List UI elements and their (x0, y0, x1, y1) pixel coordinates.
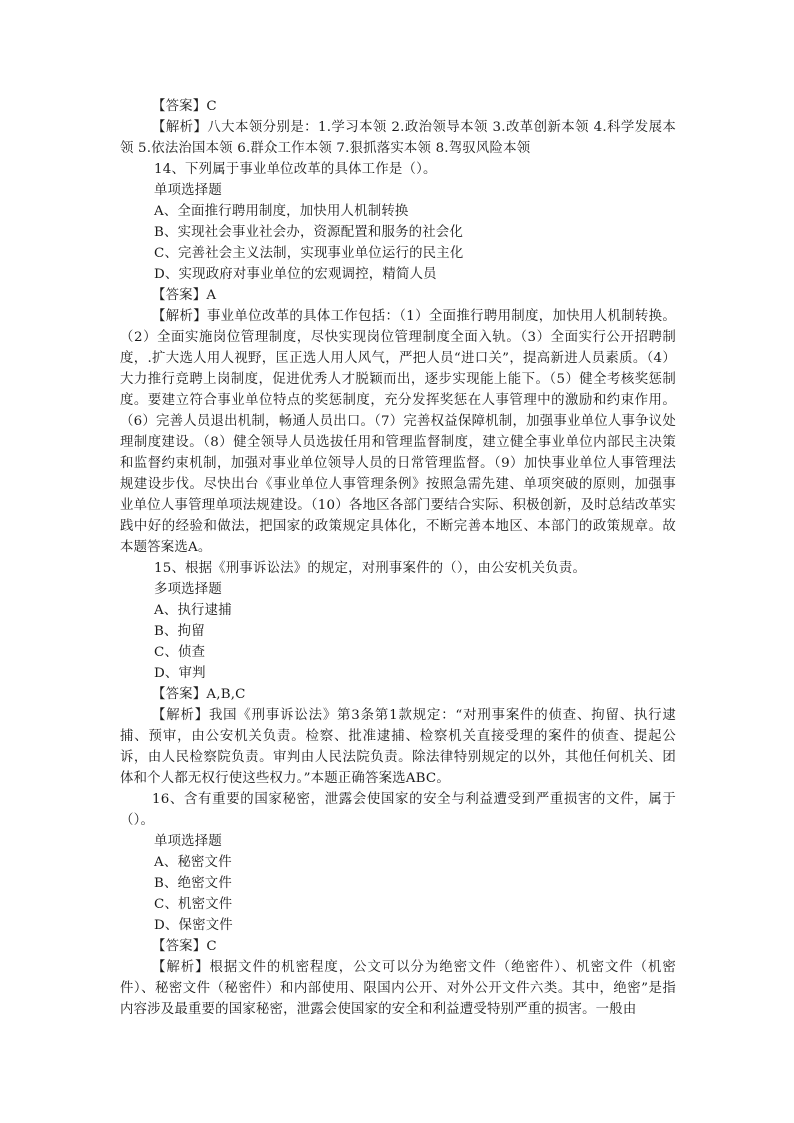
option-b: B、拘留 (154, 624, 205, 639)
option-b: B、实现社会事业社会办，资源配置和服务的社会化 (154, 225, 464, 240)
answer-label: 【答案】A (152, 288, 217, 303)
option-b: B、绝密文件 (154, 876, 232, 891)
question-type-label: 多项选择题 (154, 582, 222, 597)
analysis-paragraph: 【解析】八大本领分别是：1.学习本领 2.政治领导本领 3.改革创新本领 4.科学发展本领 5.依法治国本领 6.群众工作本领 7.狠抓落实本领 8.驾驭风险本领 (120, 120, 676, 156)
answer-label: 【答案】C (152, 99, 217, 114)
option-a: A、秘密文件 (154, 855, 232, 870)
option-c: C、侦查 (154, 645, 206, 660)
analysis-paragraph: 【解析】根据文件的机密程度，公文可以分为绝密文件（绝密件）、机密文件（机密件）、秘密文件（秘密件）和内部使用、限国内公开、对外公开文件六类。其中，绝密”是指内容涉及最重要的国家秘密，泄露会使国家的安全和利益遭受特别严重的损害。一般由 (120, 960, 676, 1017)
analysis-paragraph: 【解析】事业单位改革的具体工作包括：（1）全面推行聘用制度，加快用人机制转换。（2）全面实施岗位管理制度，尽快实现岗位管理制度全面入轨。（3）全面实行公开招聘制度，.扩大选人用人视野，匡正选人用人风气，严把人员“进口关”，提高新进人员素质。（4）大力推行竞聘上岗制度，促进优秀人才脱颖而出，逐步实现能上能下。（5）健全考核奖惩制度。要建立符合事业单位特点的奖惩制度，充分发挥奖惩在人事管理中的激励和约束作用。（6）完善人员退出机制，畅通人员出口。（7）完善权益保障机制，加强事业单位人事争议处理制度建设。（8）健全领导人员选拔任用和管理监督制度，建立健全事业单位内部民主决策和监督约束机制，加强对事业单位领导人员的日常管理监督。（9）加快事业单位人事管理法规建设步伐。尽快出台《事业单位人事管理条例》按照急需先建、单项突破的原则，加强事业单位人事管理单项法规建设。（10）各地区各部门要结合实际、积极创新，及时总结改革实践中好的经验和做法，把国家的政策规定具体化，不断完善本地区、本部门的政策规章。故本题答案选A。 (120, 309, 676, 555)
question-text: 15、根据《刑事诉讼法》的规定，对刑事案件的（），由公安机关负责。 (154, 561, 587, 576)
answer-label: 【答案】A,B,C (152, 687, 246, 702)
question-type-label: 单项选择题 (154, 834, 222, 849)
question-text: 14、下列属于事业单位改革的具体工作是（）。 (154, 162, 437, 177)
option-d: D、实现政府对事业单位的宏观调控，精简人员 (154, 267, 437, 282)
option-c: C、机密文件 (154, 897, 233, 912)
option-a: A、执行逮捕 (154, 603, 232, 618)
option-d: D、审判 (154, 666, 206, 681)
analysis-paragraph: 【解析】我国《刑事诉讼法》第3条第1款规定：“对刑事案件的侦查、拘留、执行逮捕、预审，由公安机关负责。检察、批准逮捕、检察机关直接受理的案件的侦查、提起公诉，由人民检察院负责。审判由人民法院负责。除法律特别规定的以外，其他任何机关、团体和个人都无权行使这些权力。”本题正确答案选ABC。 (120, 708, 676, 786)
answer-label: 【答案】C (152, 939, 217, 954)
option-c: C、完善社会主义法制，实现事业单位运行的民主化 (154, 246, 464, 261)
question-text: 16、含有重要的国家秘密，泄露会使国家的安全与利益遭受到严重损害的文件，属于（）。 (120, 792, 676, 828)
option-d: D、保密文件 (154, 918, 233, 933)
question-type-label: 单项选择题 (154, 183, 222, 198)
option-a: A、全面推行聘用制度，加快用人机制转换 (154, 204, 409, 219)
document-page (120, 96, 676, 1020)
